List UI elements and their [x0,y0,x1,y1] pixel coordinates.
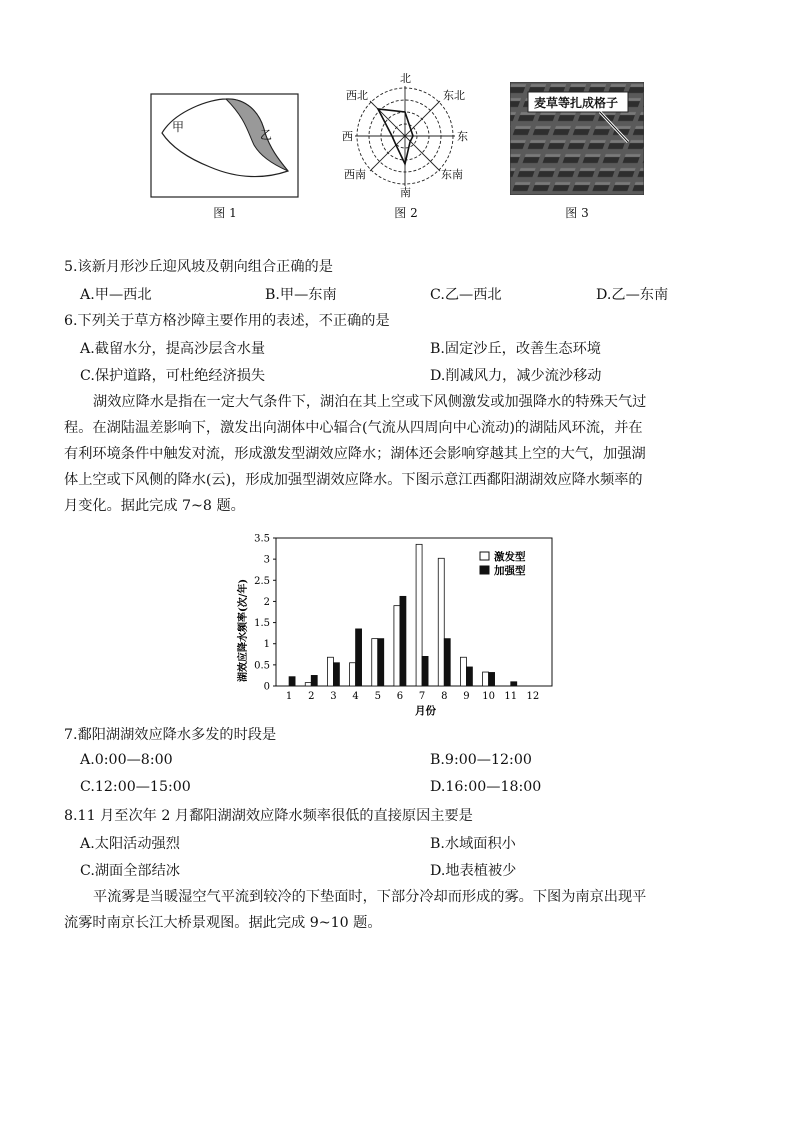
dir-se: 东南 [441,168,463,181]
bar-excited [438,558,444,686]
fig1-label-jia: 甲 [172,120,185,134]
q5-option-a[interactable]: A.甲—西北 [80,287,152,303]
fig3-caption: 图 3 [565,206,589,220]
x-tick-label: 2 [308,691,315,702]
x-tick-label: 4 [352,691,359,702]
x-tick-label: 11 [504,691,518,702]
legend-label-enhanced: 加强型 [494,565,526,577]
dir-nw: 西北 [346,89,368,102]
q8-option-b[interactable]: B.水域面积小 [430,836,516,852]
bar-excited [483,672,489,686]
q7-option-a[interactable]: A.0:00—8:00 [80,752,173,768]
dir-s: 南 [400,186,411,198]
q5-option-c[interactable]: C.乙—西北 [430,287,502,303]
y-tick-label: 2 [263,596,270,608]
y-tick-label: 0 [263,681,270,693]
q5-option-b[interactable]: B.甲—东南 [265,287,337,303]
figure-3-photo [510,82,644,195]
chart-y-label: 湖效应降水频率(次/年) [238,578,249,682]
bar-enhanced [333,663,339,686]
bar-enhanced [422,656,428,686]
q7-option-d[interactable]: D.16:00—18:00 [430,779,542,795]
x-tick-label: 3 [330,691,337,702]
passage1-line-2: 程。在湖陆温差影响下，激发出向湖体中心辐合(气流从四周向中心流动)的湖陆风环流，并在 [64,420,643,436]
y-tick-label: 0.5 [254,660,270,672]
straw-grid-photo [510,82,644,195]
q6-stem: 6.下列关于草方格沙障主要作用的表述，不正确的是 [64,313,390,329]
bar-enhanced [511,682,517,686]
bar-excited [305,683,311,686]
dir-e: 东 [457,130,468,143]
bar-excited [416,544,422,686]
bar-excited [350,663,356,686]
chart-svg [232,530,562,720]
x-tick-label: 6 [396,691,404,702]
bar-enhanced [378,639,384,686]
figure-1 [150,93,300,199]
chart-x-label: 月份 [415,705,436,717]
passage2-line-1: 平流雾是当暖湿空气平流到较冷的下垫面时，下部分冷却而形成的雾。下图为南京出现平 [93,889,647,905]
q6-option-b[interactable]: B.固定沙丘，改善生态环境 [430,341,601,357]
x-tick-label: 10 [482,691,495,702]
bar-excited [394,606,400,686]
bar-enhanced [489,672,495,686]
bar-excited [372,639,378,686]
q8-option-a[interactable]: A.太阳活动强烈 [80,836,180,852]
legend-label-excited: 激发型 [494,551,526,563]
y-tick-label: 1 [263,639,270,651]
passage1-line-1: 湖效应降水是指在一定大气条件下，湖泊在其上空或下风侧激发或加强降水的特殊天气过 [93,394,647,410]
passage2-line-2: 流雾时南京长江大桥景观图。据此完成 9~10 题。 [64,915,382,931]
y-tick-label: 3 [263,554,270,566]
q8-option-d[interactable]: D.地表植被少 [430,863,517,879]
q7-option-b[interactable]: B.9:00—12:00 [430,752,532,768]
x-tick-label: 7 [418,691,426,702]
figure-2 [338,72,472,198]
x-tick-label: 9 [463,691,470,702]
dune-diagram [150,93,300,199]
q6-option-a[interactable]: A.截留水分，提高沙层含水量 [80,341,266,357]
q6-option-c[interactable]: C.保护道路，可杜绝经济损失 [80,368,266,384]
bar-enhanced [356,629,362,686]
q5-stem: 5.该新月形沙丘迎风坡及朝向组合正确的是 [64,259,333,275]
x-tick-label: 5 [374,691,381,702]
bar-excited [327,657,333,686]
dir-ne: 东北 [443,89,465,102]
dir-sw: 西南 [344,168,366,181]
bar-enhanced [289,677,295,686]
bar-enhanced [400,596,406,686]
lake-effect-chart [232,530,562,720]
q5-option-d[interactable]: D.乙—东南 [596,287,669,303]
x-tick-label: 8 [441,691,448,702]
legend-swatch-enhanced [480,566,489,574]
x-tick-label: 12 [526,691,540,702]
y-tick-label: 3.5 [254,533,270,545]
legend-swatch-excited [480,552,489,560]
y-tick-label: 1.5 [254,618,270,630]
passage1-line-5: 月变化。据此完成 7~8 题。 [64,498,245,514]
bar-enhanced [311,675,317,686]
bar-excited [460,657,466,686]
y-tick-label: 2.5 [254,575,270,587]
bar-enhanced [466,667,472,686]
q6-option-d[interactable]: D.削减风力，减少流沙移动 [430,368,602,384]
x-tick-label: 1 [285,691,293,702]
fig3-callout: 麦草等扎成格子 [534,96,619,110]
wind-rose [338,72,472,198]
q7-stem: 7.鄱阳湖湖效应降水多发的时段是 [64,727,277,743]
dir-w: 西 [342,130,353,143]
q7-option-c[interactable]: C.12:00—15:00 [80,779,191,795]
dir-n: 北 [400,72,411,85]
fig2-caption: 图 2 [394,206,418,220]
fig1-label-yi: 乙 [260,128,273,142]
q8-option-c[interactable]: C.湖面全部结冰 [80,863,180,879]
passage1-line-4: 体上空或下风侧的降水(云)，形成加强型湖效应降水。下图示意江西鄱阳湖湖效应降水频率的 [64,472,643,488]
bar-enhanced [444,639,450,686]
fig1-caption: 图 1 [213,206,237,220]
passage1-line-3: 有利环境条件中触发对流，形成激发型湖效应降水；湖体还会影响穿越其上空的大气，加强湖 [64,446,646,462]
q8-stem: 8.11 月至次年 2 月鄱阳湖湖效应降水频率很低的直接原因主要是 [64,808,473,824]
